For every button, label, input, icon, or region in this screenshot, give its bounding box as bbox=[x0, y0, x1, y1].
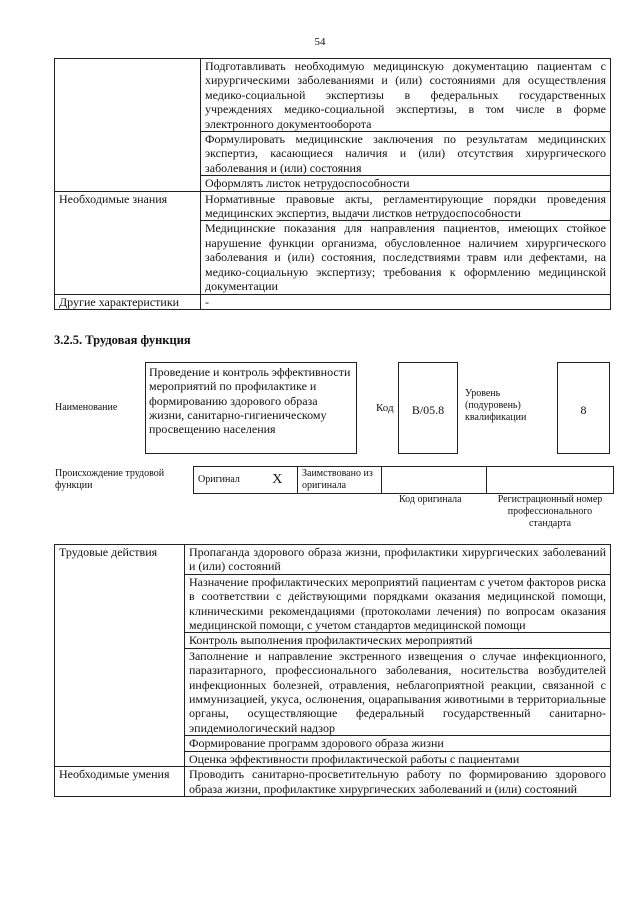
page-number: 54 bbox=[314, 36, 326, 48]
table-cell: Формулировать медицинские заключения по результатам медицинских экспертиз, касающиеся наличия и (или) отсутствия хирургического заболевания и (или) состояния bbox=[201, 132, 611, 176]
top-table bbox=[54, 58, 611, 310]
code-original-cell bbox=[382, 467, 487, 494]
level-label: Уровень (подуровень) квалификации bbox=[465, 388, 527, 423]
table-cell: Подготавливать необходимую медицинскую документацию пациентам с хирургическими заболеваниями и (или) состояниями для осуществления медико-социальной экспертизы в федеральных государственных учреждениях медико-социальной экспертизы, в том числе в форме электронного документооборота bbox=[201, 59, 611, 132]
table-cell: Формирование программ здорового образа жизни bbox=[185, 736, 611, 751]
section-heading: 3.2.5. Трудовая функция bbox=[54, 333, 191, 347]
table-row bbox=[194, 467, 614, 494]
code-label: Код bbox=[376, 402, 394, 414]
original-cell: Оригинал bbox=[194, 467, 258, 494]
table-row bbox=[55, 545, 611, 575]
table-cell: Оценка эффективности профилактической работы с пациентами bbox=[185, 751, 611, 766]
row-label-actions: Трудовые действия bbox=[55, 545, 185, 767]
table-cell: Медицинские показания для направления пациентов, имеющих стойкое нарушение функции организма, обусловленное наличием хирургического заболевания и (или) состояния, последствиями травм или дефектами, на медико-социальную экспертизу; требования к оформлению медицинской документации bbox=[201, 221, 611, 294]
table-cell: Контроль выполнения профилактических мероприятий bbox=[185, 633, 611, 648]
code-original-caption: Код оригинала bbox=[399, 494, 462, 505]
table-row bbox=[55, 767, 611, 797]
table-cell: Пропаганда здорового образа жизни, профилактики хирургических заболеваний и (или) состояний bbox=[185, 545, 611, 575]
row-label-knowledge: Необходимые знания bbox=[55, 191, 201, 294]
table-row bbox=[55, 59, 611, 132]
level-box: 8 bbox=[557, 362, 610, 454]
function-name-box: Проведение и контроль эффективности мероприятий по профилактике и формированию здорового образа жизни, санитарно-гигиеническому просвещению населения bbox=[145, 362, 357, 454]
origin-label: Происхождение трудовой функции bbox=[55, 468, 165, 491]
reg-number-caption: Регистрационный номер профессионального стандарта bbox=[497, 494, 603, 529]
table-cell: Оформлять листок нетрудоспособности bbox=[201, 176, 611, 191]
name-label: Наименование bbox=[55, 402, 118, 413]
reg-number-cell bbox=[487, 467, 614, 494]
original-mark: X bbox=[258, 467, 298, 494]
borrowed-cell: Заимствовано из оригинала bbox=[298, 467, 382, 494]
row-label-skills: Необходимые умения bbox=[55, 767, 185, 797]
table-row bbox=[55, 294, 611, 309]
table-cell: Проводить санитарно-просветительную работу по формированию здорового образа жизни, профилактике хирургических заболеваний и (или) состояний bbox=[185, 767, 611, 797]
bottom-table bbox=[54, 544, 611, 797]
table-cell: Назначение профилактических мероприятий пациентам с учетом факторов риска в соответствии с действующими порядками оказания медицинской помощи, клиническими рекомендациями (протоколами лечения) по вопросам оказания медицинской помощи, с учетом стандартов медицинской помощи bbox=[185, 574, 611, 633]
row-label-other: Другие характеристики bbox=[55, 294, 201, 309]
origin-table bbox=[193, 466, 614, 494]
table-row bbox=[55, 191, 611, 221]
table-cell: Нормативные правовые акты, регламентирующие порядки проведения медицинских экспертиз, выдачи листков нетрудоспособности bbox=[201, 191, 611, 221]
code-box: B/05.8 bbox=[398, 362, 458, 454]
table-cell: - bbox=[201, 294, 611, 309]
row-label bbox=[55, 59, 201, 192]
table-cell: Заполнение и направление экстренного извещения о случае инфекционного, паразитарного, профессионального заболевания, носительства возбудителей инфекционных болезней, отравления, неблагоприятной реакции, связанной с иммунизацией, укуса, ослюнения, оцарапывания животными в территориальные органы, осуществляющие федеральный государственный санитарно-эпидемиологический надзор bbox=[185, 648, 611, 735]
